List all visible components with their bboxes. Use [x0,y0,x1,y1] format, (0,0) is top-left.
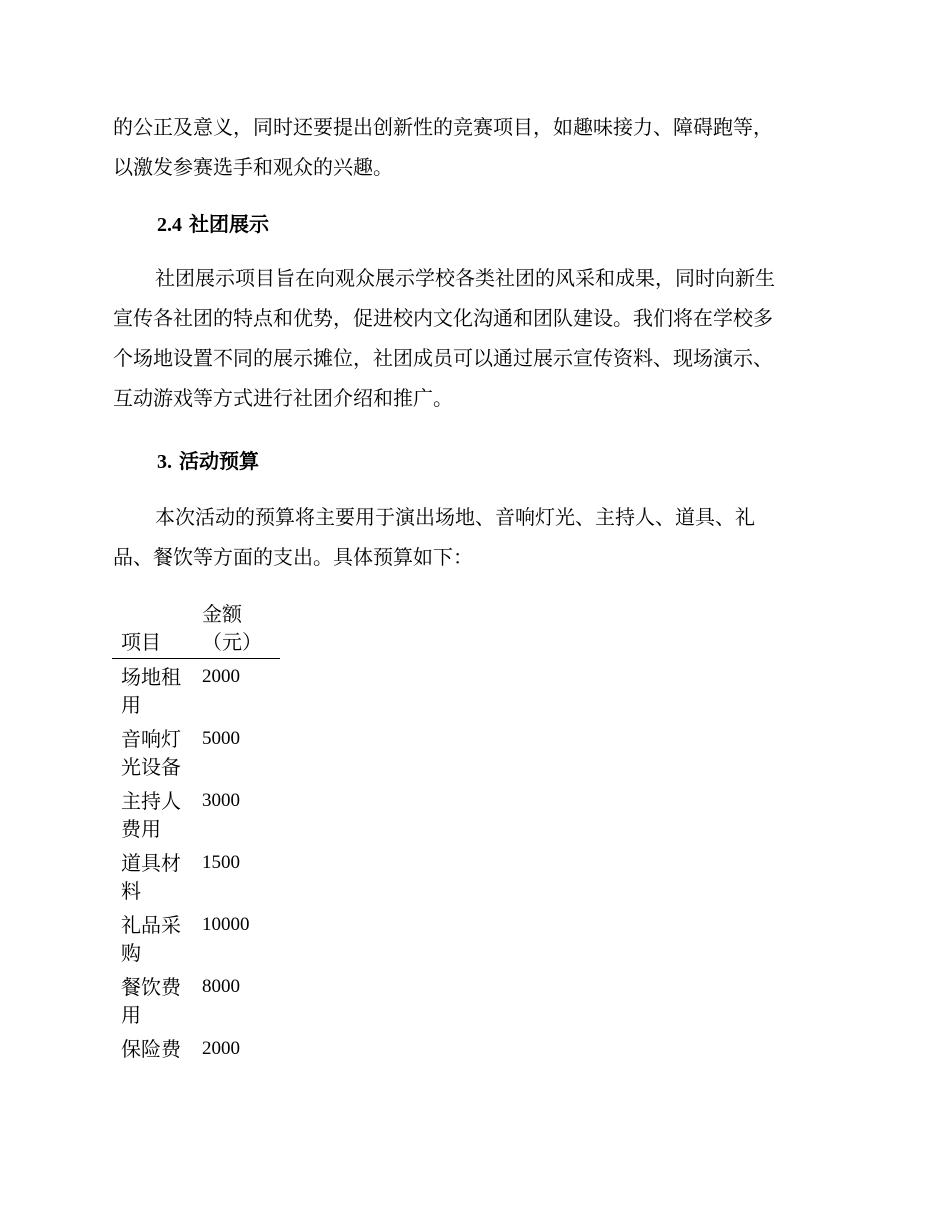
cell-item [112,845,202,907]
table-row [112,721,280,783]
table-row [112,783,280,845]
cell-item [112,907,202,969]
text-line: 社团展示项目旨在向观众展示学校各类社团的风采和成果，同时向新生 [155,266,775,290]
table-row [112,1031,280,1065]
cell-item [112,659,202,722]
cell-item-text: 主持人费用 [121,789,181,841]
table-row [112,659,280,722]
section-number: 3. [157,451,172,473]
cell-item [112,969,202,1031]
section-title: 活动预算 [178,449,259,473]
text-line: 品、餐饮等方面的支出。具体预算如下： [113,545,473,569]
text-line: 以激发参赛选手和观众的兴趣。 [113,155,393,179]
budget-table [112,600,280,1065]
section-title: 社团展示 [188,212,269,236]
table-header-row [112,600,280,659]
paragraph-club-showcase [113,258,833,418]
cell-item-text: 道具材料 [121,851,181,903]
column-header-amount-label: 金额（元） [202,602,262,654]
cell-amount: 2000 [202,666,240,687]
cell-item-text: 保险费 [121,1037,181,1061]
cell-item-text: 场地租用 [121,665,181,717]
section-heading-budget [157,447,259,476]
section-number: 2.4 [157,214,182,236]
text-line: 个场地设置不同的展示摊位，社团成员可以通过展示宣传资料、现场演示、 [113,346,773,370]
cell-item [112,721,202,783]
cell-item [112,783,202,845]
cell-amount: 8000 [202,976,240,997]
cell-amount: 3000 [202,790,240,811]
cell-item-text: 音响灯光设备 [121,727,181,779]
text-line: 本次活动的预算将主要用于演出场地、音响灯光、主持人、道具、礼 [155,505,755,529]
section-heading-club-showcase [157,210,269,239]
cell-amount: 1500 [202,852,240,873]
paragraph-budget-intro [113,497,833,577]
cell-item-text: 礼品采购 [121,913,181,965]
column-header-item: 项目 [112,600,202,659]
table-row [112,845,280,907]
cell-amount: 2000 [202,1038,240,1059]
text-line: 宣传各社团的特点和优势，促进校内文化沟通和团队建设。我们将在学校多 [113,306,773,330]
cell-amount: 10000 [202,914,250,935]
cell-amount: 5000 [202,728,240,749]
text-line: 互动游戏等方式进行社团介绍和推广。 [113,386,453,410]
paragraph-competition-continued [113,107,833,187]
text-line: 的公正及意义，同时还要提出创新性的竞赛项目，如趣味接力、障碍跑等， [113,115,773,139]
table-row [112,969,280,1031]
table-row [112,907,280,969]
cell-item [112,1031,202,1065]
cell-item-text: 餐饮费用 [121,975,181,1027]
column-header-amount [202,600,280,659]
